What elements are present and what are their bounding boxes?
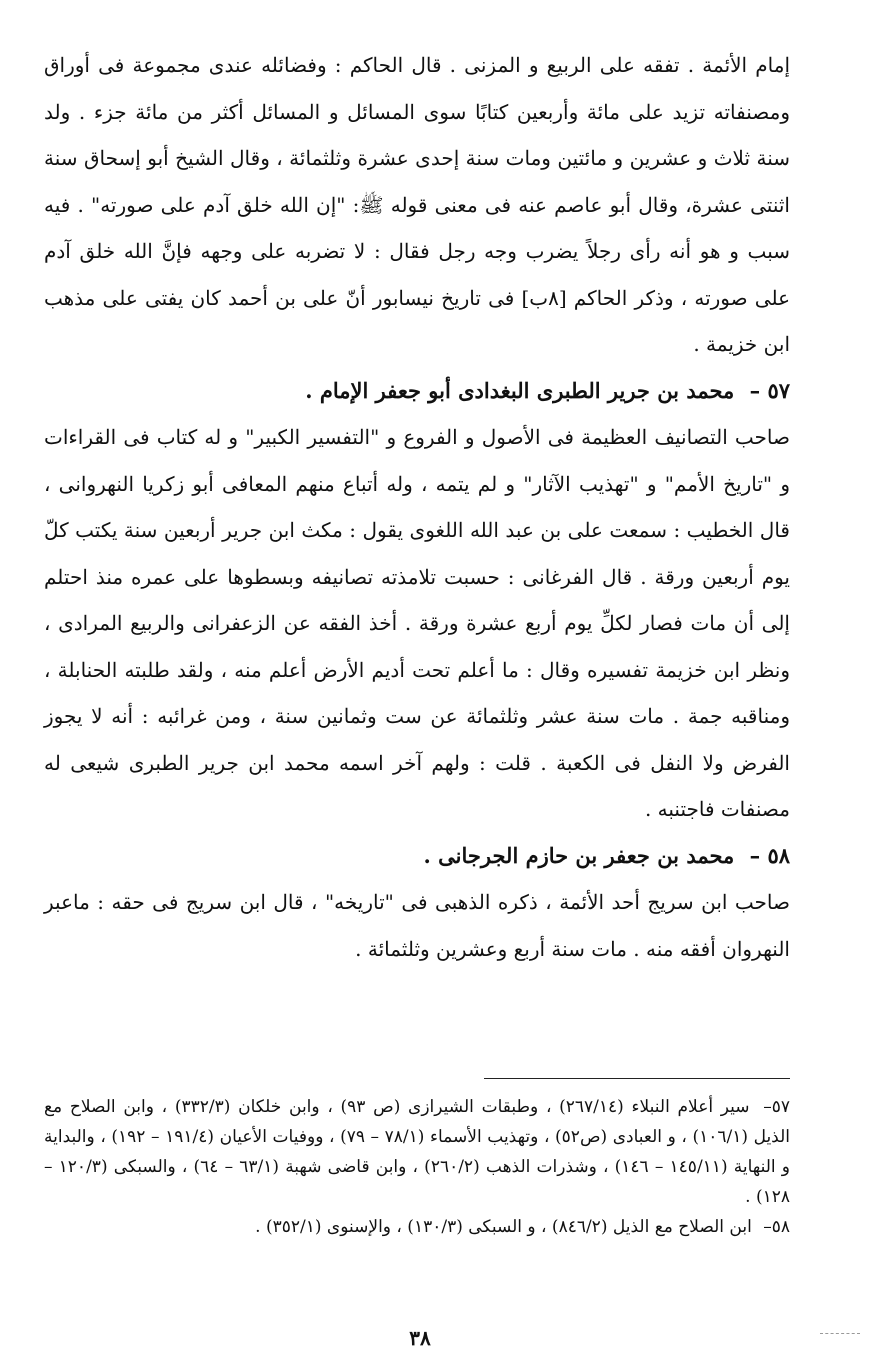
main-text — [44, 42, 790, 972]
footnote-57 — [44, 1092, 790, 1212]
scan-mark — [820, 1333, 860, 1334]
footnote-58-text: ابن الصلاح مع الذيل (٨٤٦/٢) ، و السبكى (١٣٠/٣) ، والإسنوى (٣٥٢/١) . — [255, 1217, 752, 1237]
footnote-57-text: سير أعلام النبلاء (٢٦٧/١٤) ، وطبقات الشيرازى (ص ٩٣) ، وابن خلكان (٣٣٢/٣) ، وابن الصلاح مع الذيل (١٠٦/١) ، و العبادى (ص٥٢) ، وتهذيب الأسماء (٧٨/١ – ٧٩) ، ووفيات الأعيان (١٩١/٤ – ١٩٢) ، والبداية و النهاية (١٤٥/١١ – ١٤٦) ، وشذرات الذهب (٢٦٠/٢) ، وابن قاضى شهبة (٦٣/١ – ٦٤) ، والسبكى (١٢٠/٣ – ١٢٨) . — [44, 1097, 791, 1207]
footnote-58 — [44, 1212, 790, 1242]
entry-58-number: ٥٨ – — [749, 842, 790, 868]
footnote-58-number: ٥٨– — [763, 1217, 790, 1237]
entry-58-heading — [44, 833, 790, 880]
entry-58-title: محمد بن جعفر بن حازم الجرجانى . — [423, 842, 735, 868]
entry-57-number: ٥٧ – — [749, 377, 790, 403]
entry-57-body: صاحب التصانيف العظيمة فى الأصول و الفروع و "التفسير الكبير" و له كتاب فى القراءات و "تاريخ الأمم" و "تهذيب الآثار" و لم يتمه ، وله أتباع منهم المعافى أبو زكريا النهروانى ، قال الخطيب : سمعت على بن عبد الله اللغوى يقول : مكث ابن جرير أربعين سنة يكتب كلّ يوم أربعين ورقة . قال الفرغانى : حسبت تلامذته تصانيفه وبسطوها على عمره منذ احتلم إلى أن مات فصار لكلِّ يوم أربع عشرة ورقة . أخذ الفقه عن الزعفرانى والربيع المرادى ، ونظر ابن خزيمة تفسيره وقال : ما أعلم تحت أديم الأرض أعلم منه ، ولقد طلبته الحنابلة ، ومناقبه جمة . مات سنة عشر وثلثمائة عن ست وثمانين سنة ، ومن غرائبه : أنه لا يجوز الفرض ولا النفل فى الكعبة . قلت : ولهم آخر اسمه محمد ابن جرير الطبرى شيعى له مصنفات فاجتنبه . — [44, 425, 790, 821]
footnote-57-number: ٥٧– — [763, 1097, 791, 1117]
entry-57-heading — [44, 368, 790, 415]
entry-57-title: محمد بن جرير الطبرى البغدادى أبو جعفر الإمام . — [305, 377, 735, 403]
page-number: ٣٨ — [409, 1326, 431, 1350]
intro-paragraph: إمام الأئمة . تفقه على الربيع و المزنى . قال الحاكم : وفضائله عندى مجموعة فى أوراق ومصنفاته تزيد على مائة وأربعين كتابًا سوى المسائل و المسائل أكثر من مائة جزء . ولد سنة ثلاث و عشرين و مائتين ومات سنة إحدى عشرة وثلثمائة ، وقال الشيخ أبو إسحاق سنة اثنتى عشرة، وقال أبو عاصم عنه فى معنى قوله ﷺ: "إن الله خلق آدم على صورته" . فيه سبب و هو أنه رأى رجلاً يضرب وجه رجل فقال : لا تضربه على وجهه فإنَّ الله خلق آدم على صورته ، وذكر الحاكم [٨ب] فى تاريخ نيسابور أنّ على بن أحمد كان يفتى على مذهب ابن خزيمة . — [44, 53, 791, 356]
footnote-divider — [484, 1078, 790, 1079]
footnotes — [44, 1092, 790, 1242]
entry-58-body: صاحب ابن سريج أحد الأئمة ، ذكره الذهبى فى "تاريخه" ، قال ابن سريج فى حقه : ماعبر النهروان أفقه منه . مات سنة أربع وعشرين وثلثمائة . — [44, 890, 791, 961]
